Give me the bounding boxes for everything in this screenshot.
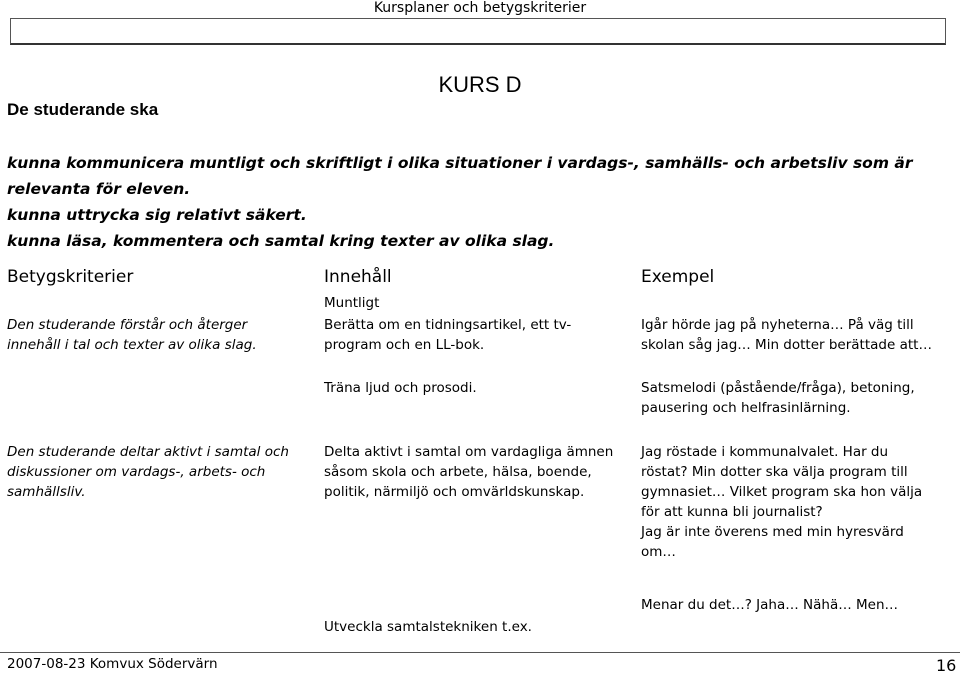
lead-text: De studerande ska [7, 100, 159, 119]
content-heading: Muntligt [324, 295, 380, 311]
example-4: Menar du det…? Jaha… Nähä… Men… [641, 597, 899, 613]
criterion-line: diskussioner om vardags-, arbets- och [7, 464, 266, 480]
example-line: skolan såg jag… Min dotter berättade att… [641, 337, 932, 353]
criterion-line: Den studerande deltar aktivt i samtal och [7, 444, 289, 460]
header-content: Innehåll [324, 267, 392, 287]
page-number: 16 [936, 656, 957, 675]
footer-rule [0, 652, 960, 653]
content-3 [324, 442, 613, 502]
example-line: Jag röstade i kommunalvalet. Har du [641, 444, 889, 460]
content-2: Träna ljud och prosodi. [324, 380, 477, 396]
content-1 [324, 315, 571, 355]
course-title: KURS D [438, 72, 522, 97]
content-line: såsom skola och arbete, hälsa, boende, [324, 464, 592, 480]
content-line: Berätta om en tidningsartikel, ett tv- [324, 317, 572, 333]
goal-line: relevanta för eleven. [7, 180, 191, 198]
header-box [10, 18, 946, 45]
example-line: röstat? Min dotter ska välja program till [641, 464, 908, 480]
example-line: pausering och helfrasinlärning. [641, 400, 851, 416]
content-4: Utveckla samtalstekniken t.ex. [324, 619, 532, 635]
goals-list [7, 150, 913, 254]
example-line: gymnasiet… Vilket program ska hon välja [641, 484, 923, 500]
example-line: för att kunna bli journalist? [641, 504, 823, 520]
example-line: Satsmelodi (påstående/fråga), betoning, [641, 380, 915, 396]
example-line: Igår hörde jag på nyheterna… På väg till [641, 317, 914, 333]
example-2 [641, 378, 915, 418]
goal-line: kunna kommunicera muntligt och skriftligt i olika situationer i vardags-, samhälls- och arbetsliv som är [7, 154, 913, 172]
content-line: program och en LL-bok. [324, 337, 485, 353]
criterion-line: samhällsliv. [7, 484, 86, 500]
footer-date-org: 2007-08-23 Komvux Södervärn [7, 656, 218, 672]
goal-line: kunna uttrycka sig relativt säkert. [7, 206, 307, 224]
content-line: politik, närmiljö och omvärldskunskap. [324, 484, 585, 500]
header-title: Kursplaner och betygskriterier [373, 0, 587, 16]
goal-line: kunna läsa, kommentera och samtal kring texter av olika slag. [7, 232, 555, 250]
criterion-1 [7, 315, 257, 355]
criterion-line: Den studerande förstår och återger [7, 317, 248, 333]
example-line: Jag är inte överens med min hyresvärd [641, 524, 904, 540]
header-example: Exempel [641, 267, 715, 287]
criterion-2 [7, 442, 289, 502]
content-line: Delta aktivt i samtal om vardagliga ämnen [324, 444, 614, 460]
criterion-line: innehåll i tal och texter av olika slag. [7, 337, 257, 353]
header-criteria: Betygskriterier [7, 267, 134, 287]
example-1 [641, 315, 932, 355]
example-3 [641, 442, 922, 562]
example-line: om… [641, 544, 676, 560]
